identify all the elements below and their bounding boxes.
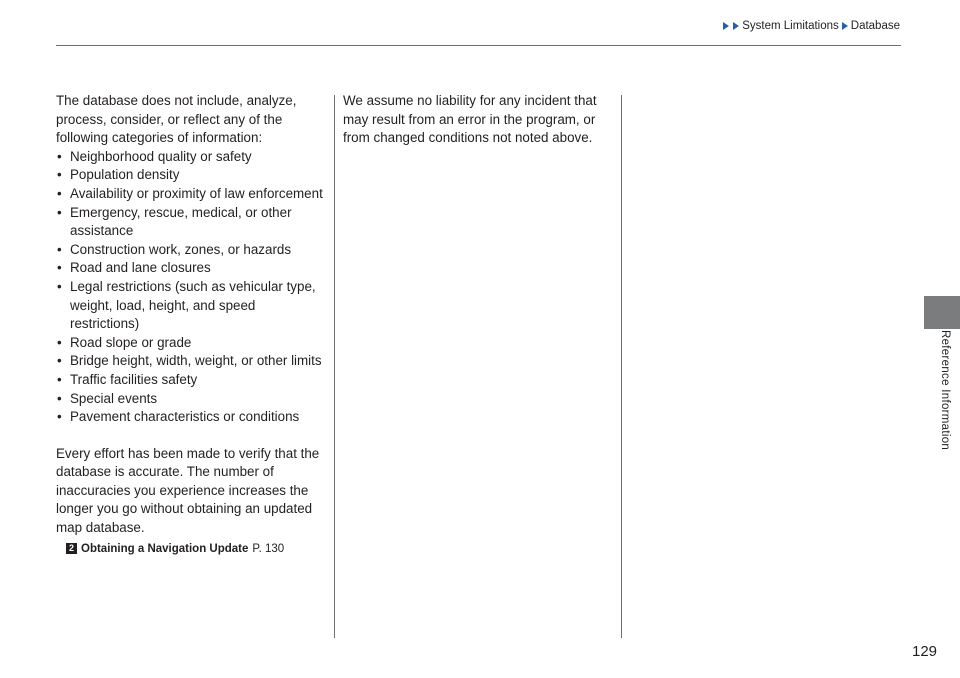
cross-reference-page[interactable]: P. 130 <box>252 542 285 555</box>
list-item: • Legal restrictions (such as vehicular type, weight, load, height, and speed restrictions) <box>56 278 328 334</box>
page-number: 129 <box>912 643 938 660</box>
list-item: • Neighborhood quality or safety <box>56 148 328 167</box>
intro-paragraph: The database does not include, analyze, process, consider, or reflect any of the following categories of information: <box>56 93 297 146</box>
arrow-icon <box>842 22 848 30</box>
breadcrumb <box>723 20 900 32</box>
right-column <box>343 92 615 148</box>
list-item: • Traffic facilities safety <box>56 371 328 390</box>
cross-reference-link[interactable] <box>66 540 328 559</box>
list-item: • Road and lane closures <box>56 259 328 278</box>
list-item: • Road slope or grade <box>56 334 328 353</box>
section-label: Reference Information <box>939 330 951 451</box>
column-divider <box>334 95 335 638</box>
list-item: • Emergency, rescue, medical, or other assistance <box>56 204 328 241</box>
arrow-icon <box>733 22 739 30</box>
left-column <box>56 92 328 558</box>
arrow-icon <box>723 22 729 30</box>
cross-reference-title[interactable]: Obtaining a Navigation Update <box>81 542 249 555</box>
list-item: • Bridge height, width, weight, or other limits <box>56 352 328 371</box>
column-divider <box>621 95 622 638</box>
list-item: • Pavement characteristics or conditions <box>56 408 328 427</box>
accuracy-paragraph: Every effort has been made to verify that the database is accurate. The number of inaccuracies you experience increases the longer you go without obtaining an updated map database. <box>56 445 320 536</box>
list-item: • Population density <box>56 166 328 185</box>
bullet-list <box>56 148 328 427</box>
list-item: • Construction work, zones, or hazards <box>56 241 328 260</box>
liability-paragraph: We assume no liability for any incident that may result from an error in the program, or from changed conditions not noted above. <box>343 93 597 146</box>
reference-arrow-icon: 2 <box>66 543 77 554</box>
list-item: • Special events <box>56 390 328 409</box>
header-divider <box>56 45 901 46</box>
section-tab[interactable] <box>924 296 960 329</box>
breadcrumb-item[interactable]: Database <box>850 20 900 32</box>
breadcrumb-item[interactable]: System Limitations <box>742 20 839 32</box>
list-item: • Availability or proximity of law enforcement <box>56 185 328 204</box>
